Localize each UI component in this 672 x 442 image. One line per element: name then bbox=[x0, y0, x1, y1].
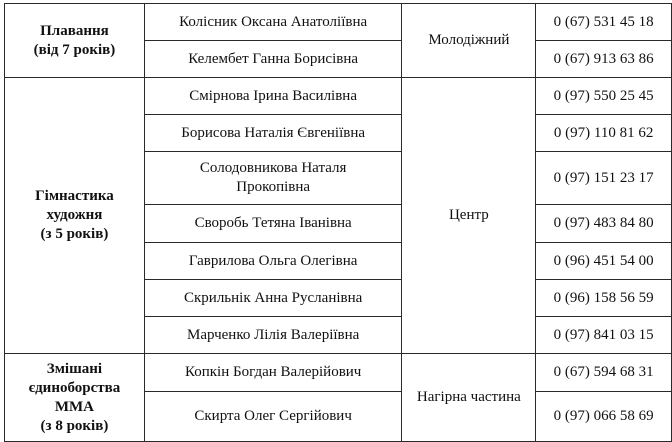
phone-cell bbox=[536, 78, 672, 115]
phone-number: 0 (96) 158 56 59 bbox=[553, 289, 654, 306]
coach-name-line2: Прокопівна bbox=[236, 179, 311, 195]
section-title: Змішані bbox=[46, 360, 103, 377]
coach-name-cell bbox=[144, 205, 402, 243]
phone-cell bbox=[536, 205, 672, 243]
phone-cell bbox=[536, 4, 672, 41]
location-cell bbox=[402, 4, 536, 78]
coach-name: Копкін Богдан Валерійович bbox=[184, 364, 362, 380]
coach-name-cell bbox=[144, 78, 402, 115]
coach-name: Борисова Наталія Євгеніївна bbox=[181, 124, 366, 141]
table-row bbox=[5, 78, 672, 115]
coach-name: Смірнова Ірина Василівна bbox=[189, 87, 357, 104]
coach-name: Гаврилова Ольга Олегівна bbox=[188, 252, 358, 269]
phone-cell bbox=[536, 115, 672, 152]
coach-name-cell bbox=[144, 243, 402, 280]
coach-name-cell bbox=[144, 280, 402, 317]
coach-name-cell bbox=[144, 392, 402, 442]
phone-cell bbox=[536, 392, 672, 442]
phone-number: 0 (67) 594 68 31 bbox=[553, 364, 654, 380]
section-gymnastics bbox=[5, 78, 145, 354]
section-age: (з 5 років) bbox=[40, 226, 109, 242]
phone-cell bbox=[536, 354, 672, 392]
coach-name: Колісник Оксана Анатоліївна bbox=[179, 13, 368, 30]
section-age: (з 8 років) bbox=[40, 417, 109, 434]
phone-number: 0 (67) 913 63 86 bbox=[553, 50, 654, 67]
location-name: Нагірна частина bbox=[416, 389, 521, 405]
phone-number: 0 (97) 066 58 69 bbox=[553, 408, 654, 424]
phone-number: 0 (97) 550 25 45 bbox=[553, 87, 654, 104]
coach-name-cell bbox=[144, 317, 402, 354]
section-title-line3: ММА bbox=[54, 398, 95, 415]
phone-number: 0 (97) 110 81 62 bbox=[553, 124, 654, 141]
coach-name-cell bbox=[144, 41, 402, 78]
location-name: Центр bbox=[448, 207, 489, 223]
table-row bbox=[5, 354, 672, 392]
section-mma bbox=[5, 354, 145, 442]
phone-number: 0 (97) 841 03 15 bbox=[553, 326, 654, 343]
coach-name-cell bbox=[144, 354, 402, 392]
coach-name: Скирта Олег Сергійович bbox=[194, 408, 352, 424]
section-title-line2: єдиноборства bbox=[28, 379, 121, 396]
phone-number: 0 (97) 483 84 80 bbox=[553, 215, 654, 231]
coach-name: Келембет Ганна Борисівна bbox=[188, 50, 359, 67]
phone-cell bbox=[536, 41, 672, 78]
coach-name-cell bbox=[144, 115, 402, 152]
phone-cell bbox=[536, 243, 672, 280]
location-name: Молодіжний bbox=[428, 32, 510, 48]
coach-name: Солодовникова Наталя bbox=[199, 160, 347, 176]
phone-cell bbox=[536, 317, 672, 354]
location-cell bbox=[402, 78, 536, 354]
phone-number: 0 (96) 451 54 00 bbox=[553, 252, 654, 269]
section-title: Плавання bbox=[40, 22, 109, 39]
coach-name: Своробь Тетяна Іванівна bbox=[194, 215, 352, 231]
coach-name-cell bbox=[144, 152, 402, 205]
phone-cell bbox=[536, 152, 672, 205]
table-row bbox=[5, 4, 672, 41]
phone-cell bbox=[536, 280, 672, 317]
section-title-line2: художня bbox=[46, 207, 103, 223]
coach-name-cell bbox=[144, 4, 402, 41]
phone-number: 0 (97) 151 23 17 bbox=[553, 169, 654, 186]
section-title: Гімнастика bbox=[35, 188, 114, 204]
section-age: (від 7 років) bbox=[33, 41, 116, 58]
coach-name: Скрильнік Анна Русланівна bbox=[184, 289, 363, 306]
section-swimming bbox=[5, 4, 145, 78]
location-cell bbox=[402, 354, 536, 442]
coaches-table bbox=[4, 3, 672, 442]
phone-number: 0 (67) 531 45 18 bbox=[553, 13, 654, 30]
coach-name: Марченко Лілія Валеріївна bbox=[186, 326, 360, 343]
